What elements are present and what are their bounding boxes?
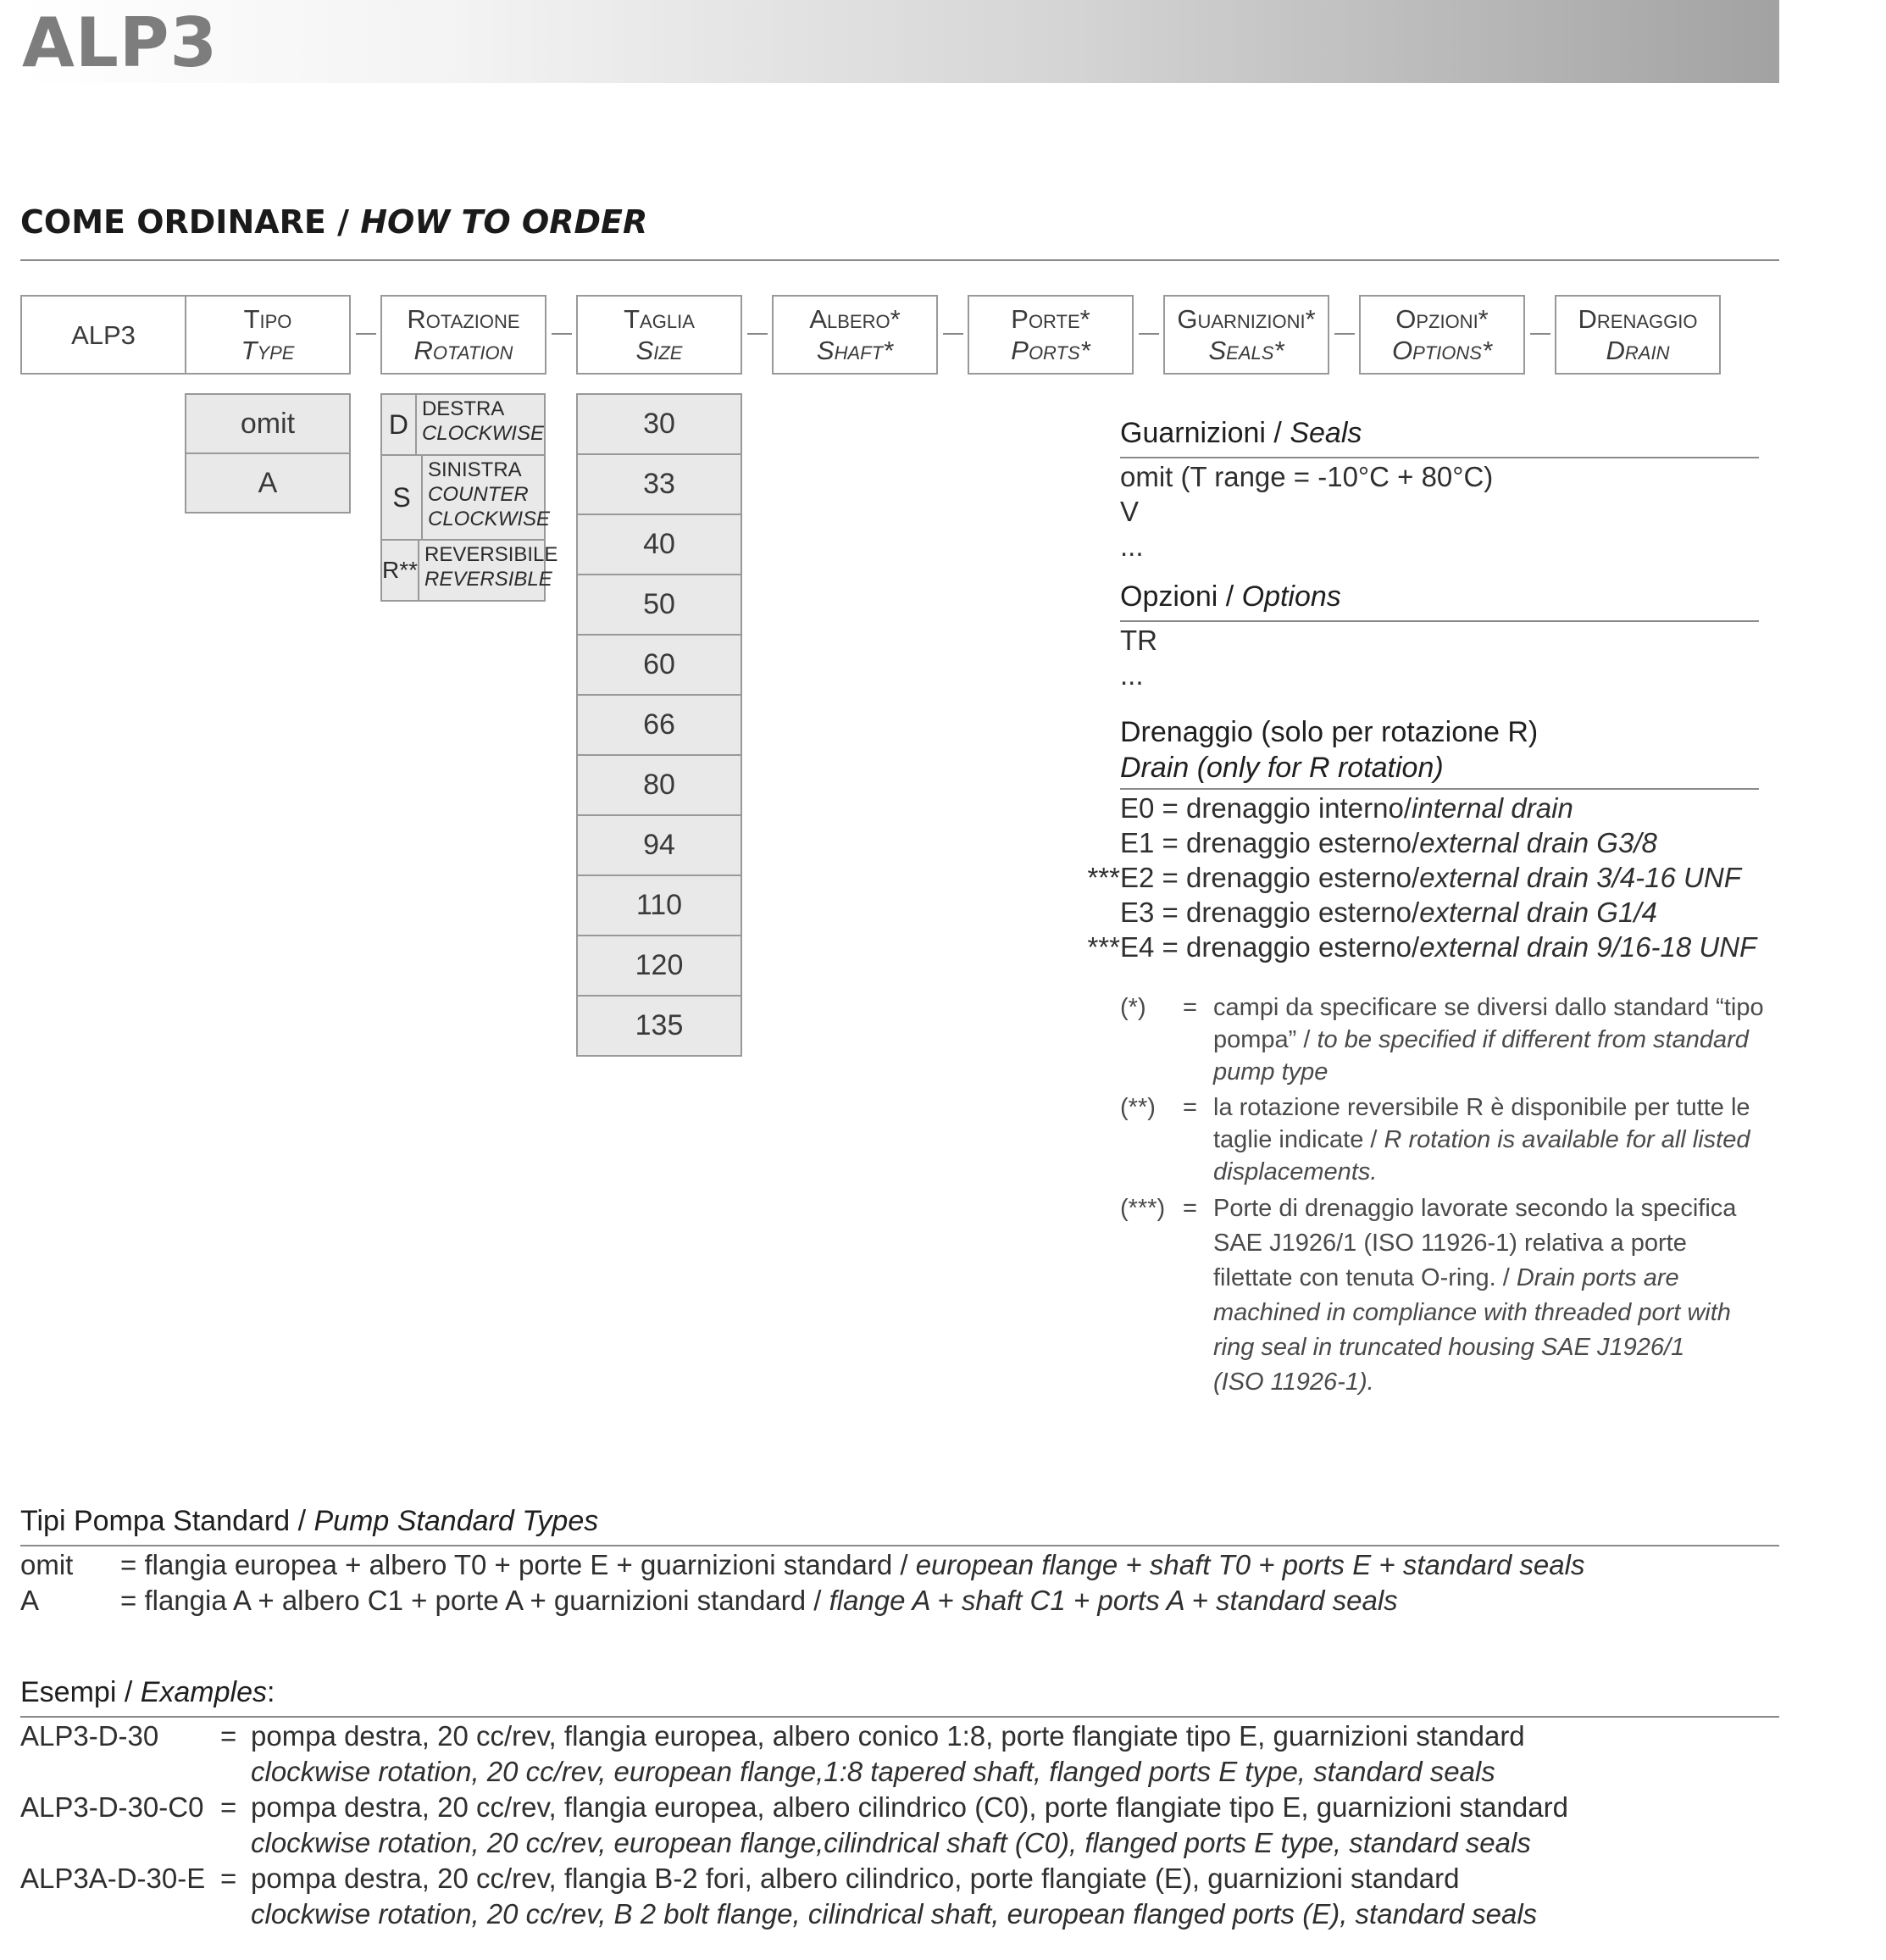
options-list [1120,623,1157,692]
examples-divider [20,1716,1779,1718]
seals-item: ... [1120,530,1144,562]
options-item: ... [1120,659,1144,691]
drain-item [1064,791,1756,825]
examples-heading [20,1676,275,1709]
code-box-size-en: Size [635,336,683,365]
example-desc [251,1861,1537,1932]
example-row [20,1861,1779,1932]
example-it: pompa destra, 20 cc/rev, flangia europea, albero cilindrico (C0), porte flangiate tipo E, guarnizioni standard [251,1791,1568,1823]
drain-item-it: = drenaggio esterno/ [1162,862,1420,893]
size-option [576,393,742,455]
rotation-row-s [382,456,551,541]
rotation-it: SINISTRA [428,458,522,481]
footnote-eq: = [1183,994,1197,1021]
size-option [576,574,742,636]
size-option [576,453,742,515]
drain-heading-en: Drain (only for R rotation) [1120,752,1444,784]
drain-item-en: external drain 9/16-18 UNF [1419,931,1757,963]
examples-heading-it: Esempi / [20,1676,141,1708]
drain-item-it: = drenaggio interno/ [1162,792,1412,824]
options-heading [1120,580,1341,614]
code-box-seals-en: Seals* [1208,336,1284,365]
options-divider [1120,620,1759,622]
section-title [20,203,647,241]
footnote-it: campi da specificare se diversi dallo standard “tipo pompa” / [1213,994,1764,1053]
pump-type-it: = flangia europea + albero T0 + porte E + guarnizioni standard / [120,1549,916,1580]
drain-item [1064,825,1756,860]
drain-item [1064,895,1756,930]
drain-item-en: external drain G3/8 [1419,827,1657,858]
drain-item [1064,860,1756,895]
example-code: ALP3-D-30-C0 [20,1791,204,1823]
pump-type-code: A [20,1585,40,1616]
size-option-label: 40 [643,528,675,560]
size-option [576,634,742,696]
drain-heading-it: Drenaggio (solo per rotazione R) [1120,716,1539,748]
rotation-code: R** [382,541,419,600]
pump-type-en: european flange + shaft T0 + ports E + standard seals [915,1549,1585,1580]
example-code: ALP3-D-30 [20,1720,159,1752]
seals-heading-en: Seals [1290,417,1362,449]
example-en: clockwise rotation, 20 cc/rev, european flange,cilindrical shaft (C0), flanged ports E type, standard seals [251,1827,1531,1858]
drain-item-en: internal drain [1412,792,1573,824]
drain-item [1064,930,1756,964]
code-box-rotation-en: Rotation [413,336,513,365]
rotation-en: COUNTER CLOCKWISE [428,483,551,530]
example-it: pompa destra, 20 cc/rev, flangia europea, albero conico 1:8, porte flangiate tipo E, guarnizioni standard [251,1720,1525,1752]
code-box-drain [1555,295,1721,375]
rotation-desc [417,395,544,454]
pump-type-desc [120,1547,1584,1583]
rotation-table [380,393,558,602]
pump-types-heading [20,1505,598,1538]
page-title: ALP3 [22,3,219,82]
footnote-it: la rotazione reversibile R è disponibile per tutte le taglie indicate / [1213,1094,1750,1153]
drain-heading [1120,714,1538,786]
size-option-label: 60 [643,648,675,680]
footnote-eq: = [1183,1094,1197,1121]
pump-type-it: = flangia A + albero C1 + porte A + guarnizioni standard / [120,1585,829,1616]
rotation-desc [419,541,557,600]
pump-type-code: omit [20,1549,74,1580]
pump-type-en: flange A + shaft C1 + ports A + standard seals [829,1585,1398,1616]
rotation-it: REVERSIBILE [424,543,558,566]
rotation-en: REVERSIBLE [424,568,552,591]
example-eq: = [220,1791,237,1823]
code-box-ports-it: Porte* [1011,304,1090,334]
seals-item: V [1120,496,1140,527]
pump-type-desc [120,1583,1398,1619]
seals-list [1120,459,1493,564]
example-desc [251,1718,1525,1790]
code-box-alp3-label: ALP3 [71,319,136,350]
example-en: clockwise rotation, 20 cc/rev, B 2 bolt flange, cilindrical shaft, european flanged ports (E), standard seals [251,1898,1538,1929]
footnote-en: to be specified if different from standard pump type [1213,1026,1749,1085]
seals-item: omit (T range = -10°C + 80°C) [1120,461,1494,492]
drain-item-code: E4 [1120,931,1155,963]
code-box-options-it: Opzioni* [1395,304,1489,334]
seals-heading [1120,417,1362,450]
code-box-drain-it: Drenaggio [1578,304,1698,334]
code-box-seals-it: Guarnizioni* [1177,304,1316,334]
footnote [1120,1091,1764,1188]
size-option-label: 33 [643,468,675,500]
drain-item-mark: *** [1087,862,1120,893]
example-en: clockwise rotation, 20 cc/rev, european flange,1:8 tapered shaft, flanged ports E type, standard seals [251,1756,1495,1787]
separator-dash [356,333,376,335]
example-eq: = [220,1720,237,1752]
separator-dash [552,333,572,335]
pump-types-divider [20,1545,1779,1546]
size-option-label: 66 [643,708,675,741]
code-box-options-en: Options* [1391,336,1493,365]
footnote-it: Porte di drenaggio lavorate secondo la specifica SAE J1926/1 (ISO 11926-1) relativa a porte filettate con tenuta O-ring. / [1213,1195,1737,1291]
drain-item-code: E3 [1120,897,1155,928]
size-option [576,814,742,876]
footnote [1120,1191,1764,1400]
type-option-label: omit [240,407,296,440]
example-code: ALP3A-D-30-E [20,1863,206,1894]
options-heading-en: Options [1241,580,1341,613]
section-title-it: COME ORDINARE / [20,203,361,241]
options-item: TR [1120,625,1157,656]
code-box-shaft [772,295,938,375]
drain-item-it: = drenaggio esterno/ [1162,931,1420,963]
code-box-type [185,295,351,375]
size-option-label: 94 [643,829,675,861]
drain-item-code: E1 [1120,827,1155,858]
drain-list [1064,791,1756,964]
code-box-alp3 [20,295,186,375]
code-box-size [576,295,742,375]
code-box-type-en: Type [241,336,295,365]
rotation-it: DESTRA [421,397,505,420]
pump-type-row [20,1547,1779,1583]
rotation-code: D [382,395,417,454]
size-option-label: 30 [643,408,675,440]
code-box-ports [968,295,1134,375]
options-heading-it: Opzioni / [1120,580,1242,613]
rotation-row-d [382,395,544,456]
examples-list [20,1718,1779,1932]
drain-item-en: external drain 3/4-16 UNF [1419,862,1741,893]
separator-dash [1334,333,1355,335]
code-box-size-it: Taglia [624,304,695,334]
size-option [576,754,742,816]
code-box-drain-en: Drain [1606,336,1670,365]
pump-types-heading-it: Tipi Pompa Standard / [20,1505,314,1537]
code-box-rotation-it: Rotazione [407,304,520,334]
footnote-eq: = [1183,1195,1197,1222]
drain-item-it: = drenaggio esterno/ [1162,827,1420,858]
type-option-omit [185,393,351,454]
drain-item-code: E2 [1120,862,1155,893]
size-option [576,935,742,997]
separator-dash [747,333,768,335]
size-option-label: 135 [635,1009,684,1041]
size-option [576,875,742,936]
separator-dash [943,333,963,335]
seals-heading-it: Guarnizioni / [1120,417,1290,449]
footnote-en: R rotation is available for all listed displacements. [1213,1126,1750,1185]
footnote [1120,991,1764,1088]
rotation-desc [423,456,551,539]
footnote-text [1213,991,1764,1088]
drain-item-it: = drenaggio esterno/ [1162,897,1420,928]
drain-item-code: E0 [1120,792,1155,824]
code-box-options [1359,295,1525,375]
rotation-row-r [382,541,558,600]
pump-types-heading-en: Pump Standard Types [313,1505,599,1537]
size-option-label: 120 [635,949,684,981]
separator-dash [1530,333,1550,335]
footnote-en: Drain ports are machined in compliance with threaded port with ring seal in truncated housing SAE J1926/1 (ISO 11926-1). [1213,1264,1731,1396]
type-option-a [185,453,351,514]
example-eq: = [220,1863,237,1894]
code-box-shaft-en: Shaft* [816,336,894,365]
size-option-label: 80 [643,769,675,801]
footnote-text [1213,1091,1764,1188]
code-box-rotation [380,295,546,375]
code-box-type-it: Tipo [243,304,292,334]
pump-type-row [20,1583,1779,1619]
header-band [20,0,1779,83]
type-option-label: A [258,466,278,499]
code-box-seals [1163,295,1329,375]
seals-divider [1120,457,1759,458]
rotation-en: CLOCKWISE [421,422,544,445]
size-option [576,995,742,1057]
code-box-shaft-it: Albero* [809,304,901,334]
footnote-mark: (**) [1120,1094,1156,1121]
pump-types-list [20,1547,1779,1619]
examples-heading-en: Examples [140,1676,267,1708]
example-it: pompa destra, 20 cc/rev, flangia B-2 fori, albero cilindrico, porte flangiate (E), guarnizioni standard [251,1863,1460,1894]
section-title-en: HOW TO ORDER [360,203,648,241]
section-divider [20,259,1779,261]
footnote-text [1213,1191,1739,1400]
drain-divider [1120,788,1759,790]
example-desc [251,1790,1568,1861]
drain-item-mark: *** [1087,931,1120,963]
footnote-mark: (*) [1120,994,1146,1021]
size-option [576,694,742,756]
separator-dash [1139,333,1159,335]
example-row [20,1718,1779,1790]
example-row [20,1790,1779,1861]
footnote-mark: (***) [1120,1195,1166,1222]
code-box-ports-en: Ports* [1011,336,1090,365]
examples-heading-colon: : [267,1676,275,1708]
size-option-label: 110 [635,889,683,921]
rotation-code: S [382,456,423,539]
size-option [576,514,742,575]
footnotes [1120,991,1764,1400]
drain-item-en: external drain G1/4 [1419,897,1657,928]
size-option-label: 50 [643,588,675,620]
